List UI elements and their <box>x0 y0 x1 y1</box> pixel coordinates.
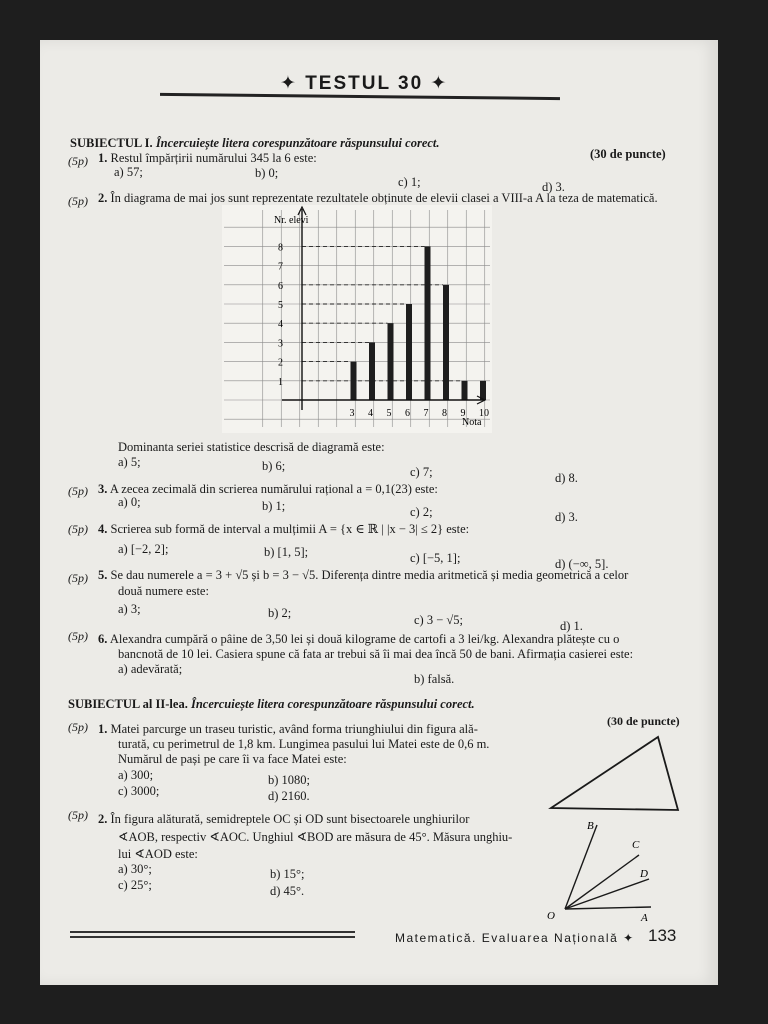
angle-figure <box>537 815 667 925</box>
q4-points: (5p) <box>68 522 88 536</box>
test-title: ✦ TESTUL 30 ✦ <box>280 73 449 94</box>
q1-option-a[interactable]: a) 57; <box>114 165 143 179</box>
x-tick-label: 10 <box>479 408 489 419</box>
q6-option-a[interactable]: a) adevărată; <box>118 662 183 676</box>
q1-option-b[interactable]: b) 0; <box>255 166 279 180</box>
point-A-label: A <box>641 912 648 924</box>
s2-q1-line2: turată, cu perimetrul de 1,8 km. Lungimea pasului lui Matei este de 0,6 m. <box>118 737 490 751</box>
s2-q2-line2: ∢AOB, respectiv ∢AOC. Unghiul ∢BOD are măsura de 45°. Măsura unghiu- <box>118 830 513 844</box>
section-1-points: (30 de puncte) <box>590 147 666 161</box>
section-1-instruction: Încercuiește litera corespunzătoare răspunsului corect. <box>155 136 440 150</box>
chart-y-label: Nr. elevi <box>274 215 309 226</box>
y-tick-label: 1 <box>278 376 283 388</box>
x-tick-label: 6 <box>405 408 410 419</box>
bar-grade-6 <box>406 304 412 400</box>
bar-grade-5 <box>388 323 394 400</box>
q5-text-continued: două numere este: <box>118 584 209 598</box>
y-tick-label: 2 <box>278 357 283 369</box>
bar-grade-9 <box>462 381 468 400</box>
point-D-label: D <box>640 868 648 880</box>
ray-OB <box>565 825 597 909</box>
footer-rule-1 <box>70 931 355 933</box>
s2-q2-option-b[interactable]: b) 15°; <box>270 867 305 881</box>
s2-q2-option-d[interactable]: d) 45°. <box>270 884 305 898</box>
q3-points: (5p) <box>68 484 88 498</box>
q5-text: 5. Se dau numerele a = 3 + √5 și b = 3 − √5. Diferența dintre media aritmetică și media geometrică a celor <box>98 568 629 582</box>
point-B-label: B <box>587 820 594 832</box>
q5-points: (5p) <box>68 571 88 585</box>
s2-q1-option-b[interactable]: b) 1080; <box>268 773 311 787</box>
q6-text-continued: bancnotă de 10 lei. Casiera spune că fata ar trebui să îi mai dea încă 50 de bani. Afirmația casierei este: <box>118 647 634 661</box>
q1-option-c[interactable]: c) 1; <box>398 175 421 189</box>
x-tick-label: 3 <box>349 408 355 419</box>
q2-prompt: Dominanta seriei statistice descrisă de diagramă este: <box>118 440 385 454</box>
bar-chart <box>222 205 492 433</box>
q2-points: (5p) <box>68 194 88 208</box>
x-tick-label: 9 <box>460 408 466 419</box>
q6-points: (5p) <box>68 629 88 643</box>
q1-option-d[interactable]: d) 3. <box>542 180 565 194</box>
x-tick-label: 5 <box>386 408 392 419</box>
x-tick-label: 4 <box>368 408 373 419</box>
q2-text: 2. În diagrama de mai jos sunt reprezentate rezultatele obținute de elevii clasei a VIII-a A la teza de matematică. <box>98 191 658 205</box>
q4-option-c[interactable]: c) [−5, 1]; <box>410 551 461 565</box>
s2-q1-option-c[interactable]: c) 3000; <box>118 784 160 798</box>
q3-option-d[interactable]: d) 3. <box>555 510 578 524</box>
s2-q1-line1: 1. Matei parcurge un traseu turistic, având forma triunghiului din figura ală- <box>98 722 478 736</box>
q5-option-d[interactable]: d) 1. <box>560 619 583 633</box>
q5-option-c[interactable]: c) 3 − √5; <box>414 613 463 627</box>
q1-points: (5p) <box>68 154 88 168</box>
q2-option-c[interactable]: c) 7; <box>410 465 433 479</box>
q5-option-b[interactable]: b) 2; <box>268 606 292 620</box>
q4-option-a[interactable]: a) [−2, 2]; <box>118 542 169 556</box>
footer-text: Matematică. Evaluarea Națională ✦ <box>395 931 635 945</box>
chart-x-label: Nota <box>462 417 482 428</box>
y-tick-label: 6 <box>278 280 283 292</box>
section-2-points: (30 de puncte) <box>607 714 680 728</box>
q3-option-a[interactable]: a) 0; <box>118 495 141 509</box>
s2-q1-option-d[interactable]: d) 2160. <box>268 789 310 803</box>
q3-option-b[interactable]: b) 1; <box>262 499 286 513</box>
y-tick-label: 8 <box>278 242 283 254</box>
q4-option-d[interactable]: d) (−∞, 5]. <box>555 557 609 571</box>
y-tick-label: 7 <box>278 261 283 273</box>
q3-text: 3. A zecea zecimală din scrierea numărului rațional a = 0,1(23) este: <box>98 482 438 496</box>
section-2-instruction: Încercuiește litera corespunzătoare răspunsului corect. <box>190 697 475 711</box>
bar-grade-4 <box>369 342 375 400</box>
s2-q1-points: (5p) <box>68 720 88 734</box>
y-tick-label: 5 <box>278 300 283 311</box>
point-C-label: C <box>632 839 640 851</box>
bar-grade-7 <box>425 246 431 400</box>
s2-q2-line1: 2. În figura alăturată, semidreptele OC și OD sunt bisectoarele unghiurilor <box>98 812 470 826</box>
q1-text: 1. Restul împărțirii numărului 345 la 6 este: <box>98 151 317 165</box>
s2-q2-points: (5p) <box>68 808 88 822</box>
y-tick-label: 4 <box>278 319 283 331</box>
book-page <box>40 40 718 985</box>
q2-option-d[interactable]: d) 8. <box>555 471 578 485</box>
bar-grade-3 <box>351 362 357 400</box>
section-2-label: SUBIECTUL al II-lea. <box>68 697 188 711</box>
ray-OA <box>565 907 651 909</box>
bar-grade-10 <box>480 381 486 400</box>
y-tick-label: 3 <box>278 338 283 350</box>
ray-OD <box>565 879 649 909</box>
q3-option-c[interactable]: c) 2; <box>410 505 433 519</box>
q6-text: 6. Alexandra cumpără o pâine de 3,50 lei și două kilograme de cartofi a 3 lei/kg. Alexandra plătește cu o <box>98 632 620 646</box>
q4-text: 4. Scrierea sub formă de interval a mulțimii A = {x ∈ ℝ | |x − 3| ≤ 2} este: <box>98 522 470 536</box>
s2-q2-option-c[interactable]: c) 25°; <box>118 878 152 892</box>
bar-grade-8 <box>443 285 449 400</box>
s2-q2-line3: lui ∢AOD este: <box>118 847 198 861</box>
q6-option-b[interactable]: b) falsă. <box>414 672 455 686</box>
q5-option-a[interactable]: a) 3; <box>118 602 141 616</box>
section-1-label: SUBIECTUL I. <box>70 136 153 150</box>
x-tick-label: 7 <box>423 408 429 419</box>
s2-q1-line3: Numărul de pași pe care îi va face Matei este: <box>118 752 347 766</box>
page-number: 133 <box>648 926 677 945</box>
section-2-heading <box>68 697 475 712</box>
s2-q1-option-a[interactable]: a) 300; <box>118 768 154 782</box>
triangle-path <box>551 737 678 810</box>
q2-option-a[interactable]: a) 5; <box>118 455 141 469</box>
x-tick-label: 8 <box>442 408 447 419</box>
q2-option-b[interactable]: b) 6; <box>262 459 286 473</box>
q4-option-b[interactable]: b) [1, 5]; <box>264 545 309 559</box>
section-1-heading <box>70 136 440 151</box>
point-O-label: O <box>547 910 555 922</box>
s2-q2-option-a[interactable]: a) 30°; <box>118 862 152 876</box>
footer-rule-2 <box>70 936 355 938</box>
ray-OC <box>565 855 639 909</box>
triangle-figure <box>548 734 686 812</box>
